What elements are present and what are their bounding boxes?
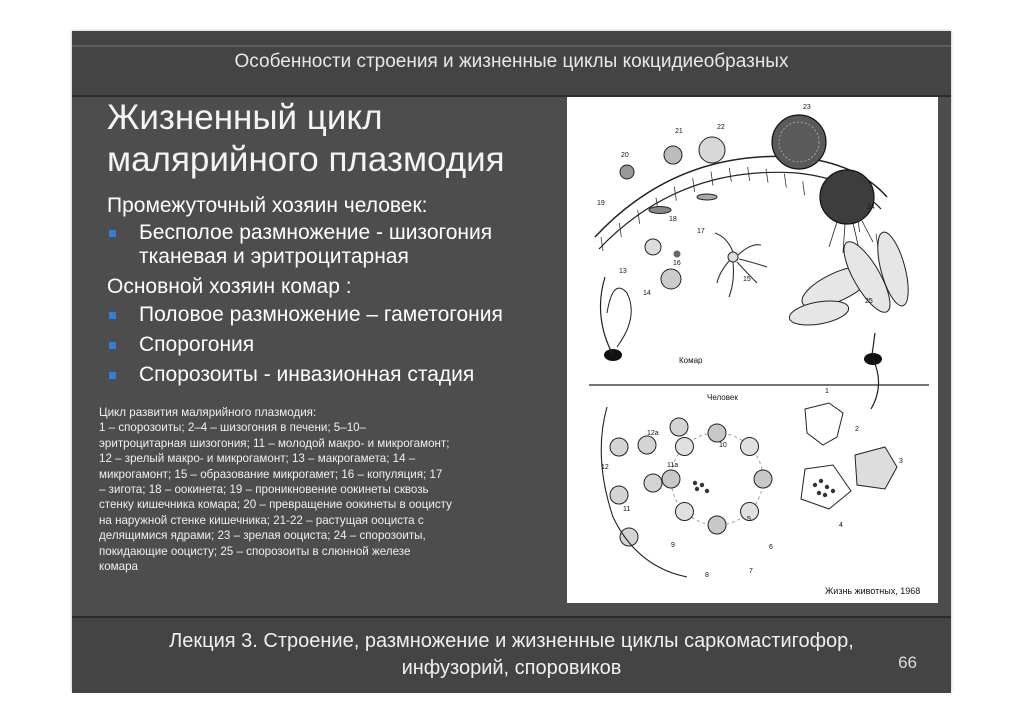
merozoite: [705, 489, 709, 493]
merozoite: [693, 481, 697, 485]
merozoite: [813, 483, 817, 487]
erythrocyte: [754, 470, 772, 488]
bullet-marker: [109, 342, 116, 349]
gut-cell-border: [638, 210, 640, 224]
footer-bar: [72, 616, 951, 693]
stage-number: 23: [803, 104, 811, 111]
gametocyte-cell: [610, 486, 628, 504]
footer-line-1: Лекция 3. Строение, размножение и жизненные циклы саркомастигофор,: [169, 630, 854, 652]
stage-number: 1: [825, 388, 829, 395]
stage-number: 3: [899, 458, 903, 465]
erythrocyte: [662, 470, 680, 488]
heading-line-2: малярийного плазмодия: [107, 140, 505, 179]
erythrocyte: [708, 424, 726, 442]
stage-number: 7: [749, 568, 753, 575]
bullet-marker: [109, 312, 116, 319]
life-cycle-figure: [567, 97, 938, 603]
gut-cell-border: [784, 174, 786, 188]
gut-cell-border: [729, 168, 731, 182]
life-cycle-diagram: [567, 97, 938, 603]
stage-number: 12: [601, 464, 609, 471]
gametocyte-cell: [610, 438, 628, 456]
asexual-line-1: Бесполое размножение - шизогония: [139, 221, 493, 244]
merozoite: [831, 489, 835, 493]
caption-line: Цикл развития малярийного плазмодия:: [99, 406, 317, 419]
caption-line: 12 – зрелый макро- и микрогамонт; 13 – макрогамета; 14 –: [99, 452, 416, 466]
stage-number: 4: [839, 522, 843, 529]
oocyst-rupturing: [820, 170, 874, 224]
erythrocyte-stages: [610, 418, 772, 546]
caption-line: стенку кишечника комара; 20 – превращение оокинеты в ооцисту: [99, 498, 452, 512]
stage-number: 9: [671, 542, 675, 549]
slide: [72, 31, 951, 691]
ookinete: [697, 194, 717, 200]
intermediate-host-text: Промежуточный хозяин человек:: [107, 194, 428, 217]
stage-number: 15: [743, 276, 751, 283]
stage-number: 22: [717, 124, 725, 131]
caption-line: покидающие ооцисту; 25 – спорозоиты в слюнной железе: [99, 544, 411, 558]
oocyst-early: [620, 165, 634, 179]
gametocyte-cell: [644, 474, 662, 492]
gut-cell-border: [803, 181, 805, 195]
stage-number: 20: [621, 152, 629, 159]
stage-number: 11: [623, 506, 631, 513]
merozoite: [819, 479, 823, 483]
caption-line: – зигота; 18 – оокинета; 19 – проникновение оокинеты сквозь: [99, 483, 429, 497]
header-title: Особенности строения и жизненные циклы кокцидиеобразных: [234, 51, 789, 72]
cycle-arrow-right: [871, 359, 879, 409]
stage-number: 5: [747, 516, 751, 523]
header-stripe: [72, 45, 951, 47]
stage-number: 19: [597, 200, 605, 207]
slide-heading: [107, 97, 547, 181]
gut-cell-border: [601, 237, 603, 251]
oocyst-young: [664, 146, 682, 164]
stage-number: 16: [673, 260, 681, 267]
stage-number: 8: [705, 572, 709, 579]
oocyst-mature: [772, 115, 826, 169]
stage-number: 13: [619, 268, 627, 275]
stage-number: 14: [643, 290, 651, 297]
footer-line-2: инфузорий, споровиков: [401, 657, 622, 679]
caption-line: делящимися ядрами; 23 – зрелая ооциста; 24 – спорозоиты,: [99, 529, 426, 543]
merozoite: [825, 485, 829, 489]
bullet-marker: [109, 230, 116, 237]
erythrocyte: [708, 516, 726, 534]
sporozoites-text: Спорозоиты - инвазионная стадия: [139, 363, 475, 386]
gametocyte-cell: [638, 436, 656, 454]
liver-cell: [805, 403, 843, 445]
erythrocyte: [741, 437, 759, 455]
asexual-line-2: тканевая и эритроцитарная: [139, 245, 409, 268]
macrogamete: [645, 239, 661, 255]
figure-credit: Жизнь животных, 1968: [825, 586, 921, 596]
stage-number: 24: [867, 204, 875, 211]
gut-cell-border: [693, 178, 695, 192]
stage-number: 21: [675, 128, 683, 135]
merozoite: [817, 491, 821, 495]
microgametocyte: [661, 269, 681, 289]
gland-duct: [872, 333, 875, 355]
caption-line: 1 – спорозоиты; 2–4 – шизогония в печени; 5–10–: [99, 421, 367, 435]
microgametes: [715, 233, 767, 297]
label-mosquito: Комар: [679, 356, 703, 365]
erythrocyte: [675, 437, 693, 455]
stage-number: 12а: [647, 430, 659, 437]
stage-number: 10: [719, 442, 727, 449]
merozoite: [823, 493, 827, 497]
heading-line-1: Жизненный цикл: [107, 98, 383, 137]
stage-number: 17: [697, 228, 705, 235]
caption-line: на наружной стенке кишечника; 21-22 – растущая ооциста с: [99, 513, 424, 527]
merozoite: [695, 487, 699, 491]
gut-cell-border: [766, 169, 768, 183]
header-bar: [72, 31, 951, 97]
caption-line: комара: [99, 560, 138, 574]
liver-schizont: [855, 447, 897, 489]
stage-number: 11а: [667, 462, 679, 469]
bullet-marker: [109, 372, 116, 379]
oocyst-growing: [699, 137, 725, 163]
page-number: 66: [898, 653, 917, 672]
footer-text: [72, 628, 951, 682]
stage-number: 25: [865, 298, 873, 305]
salivary-gland: [788, 229, 915, 329]
stage-number: 18: [669, 216, 677, 223]
merozoite: [700, 483, 704, 487]
gametocyte-cell: [670, 418, 688, 436]
erythrocyte: [675, 503, 693, 521]
stage-number: 6: [769, 544, 773, 551]
sexual-reproduction-text: Половое размножение – гаметогония: [139, 303, 503, 326]
label-human: Человек: [707, 393, 738, 402]
sporogony-text: Спорогония: [139, 333, 255, 356]
figure-caption: [99, 405, 539, 574]
ookinete-migration: [607, 288, 631, 347]
gut-cell-border: [711, 172, 713, 186]
caption-line: эритроцитарная шизогония; 11 – молодой макро- и микрогамонт;: [99, 436, 450, 450]
ookinete-wall: [649, 207, 671, 214]
caption-line: микрогамонт; 15 – образование микрогамет; 16 – копуляция; 17: [99, 467, 443, 481]
stage-number: 2: [855, 426, 859, 433]
zygote: [674, 251, 681, 258]
main-host-text: Основной хозяин комар :: [107, 275, 352, 298]
